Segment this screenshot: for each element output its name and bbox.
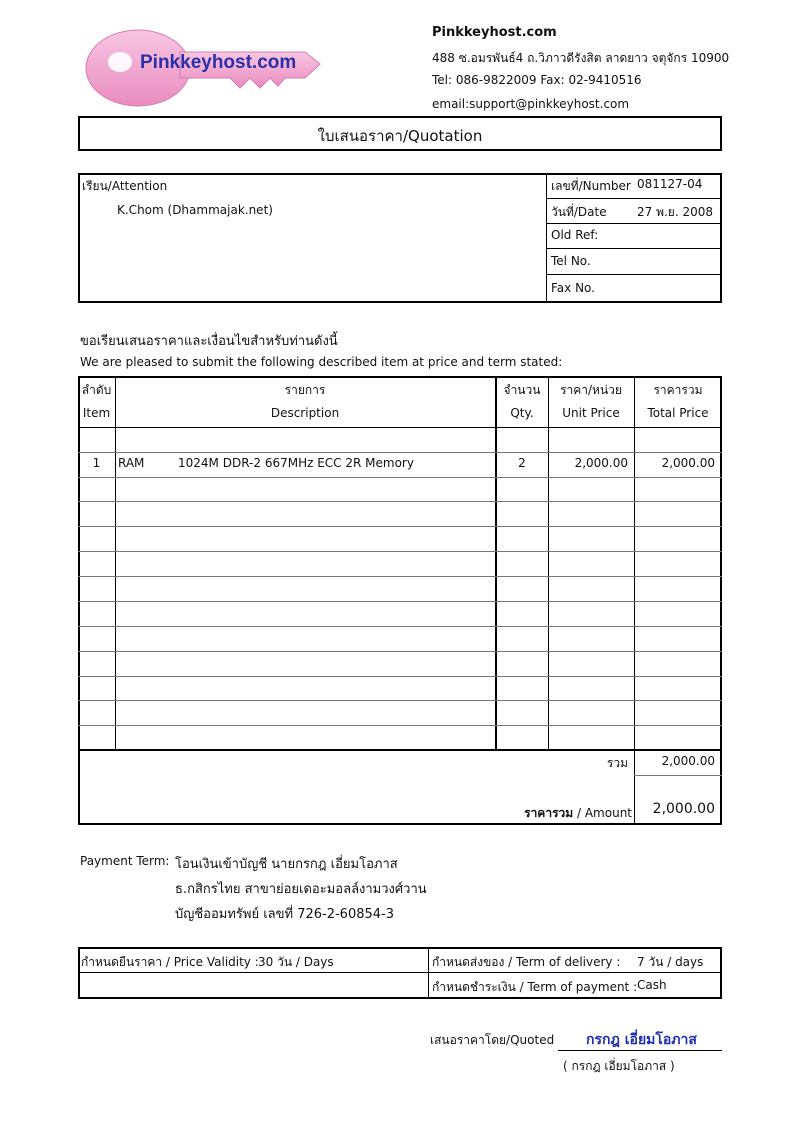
company-phone-fax: Tel: 086-9822009 Fax: 02-9410516 xyxy=(432,73,642,87)
header-unit-en: Unit Price xyxy=(562,406,620,420)
validity-value: 30 วัน / Days xyxy=(258,955,334,969)
signature-printed-name: ( กรกฎ เอี่ยมโอภาส ) xyxy=(563,1059,675,1073)
tel-label: Tel No. xyxy=(551,254,591,268)
header-qty-en: Qty. xyxy=(510,406,534,420)
header-qty-th: จำนวน xyxy=(503,383,541,397)
delivery-value: 7 วัน / days xyxy=(637,955,704,969)
row-qty: 2 xyxy=(518,456,526,470)
header-total-th: ราคารวม xyxy=(653,383,703,397)
row-type: RAM xyxy=(118,456,145,470)
delivery-label: กำหนดส่งของ / Term of delivery : xyxy=(432,955,621,969)
date-label: วันที่/Date xyxy=(551,205,607,219)
svg-text:Pinkkeyhost.com: Pinkkeyhost.com xyxy=(140,52,297,73)
subtotal-label: รวม xyxy=(606,756,628,770)
header-desc-th: รายการ xyxy=(284,383,326,397)
page-title: ใบเสนอราคา/Quotation xyxy=(317,127,483,145)
validity-label: กำหนดยืนราคา / Price Validity : xyxy=(81,955,259,969)
row-unit-price: 2,000.00 xyxy=(574,456,628,470)
fax-label: Fax No. xyxy=(551,281,595,295)
header-total-en: Total Price xyxy=(647,406,709,420)
signature-name: กรกฎ เอี่ยมโอภาส xyxy=(586,1032,697,1048)
payment-term-label: กำหนดชำระเงิน / Term of payment : xyxy=(432,980,638,994)
amount-label xyxy=(440,804,632,823)
attention-value: K.Chom (Dhammajak.net) xyxy=(117,203,273,217)
company-address: 488 ซ.อมรพันธ์4 ถ.วิภาวดีรังสิต ลาดยาว จตุจักร 10900 xyxy=(432,51,730,65)
payment-line1: โอนเงินเข้าบัญชี นายกรกฎ เอี่ยมโอภาส xyxy=(175,857,398,872)
payment-line2: ธ.กสิกรไทย สาขาย่อยเดอะมอลล์งามวงศ์วาน xyxy=(175,882,427,897)
row-description: 1024M DDR-2 667MHz ECC 2R Memory xyxy=(178,456,414,470)
date-value: 27 พ.ย. 2008 xyxy=(637,205,714,219)
amount-label-th: ราคารวม xyxy=(524,806,574,820)
intro-english: We are pleased to submit the following described item at price and term stated: xyxy=(80,355,563,369)
company-logo xyxy=(80,18,330,118)
header-desc-en: Description xyxy=(270,406,340,420)
number-value: 081127-04 xyxy=(637,177,703,191)
header-item-en: Item xyxy=(82,406,111,420)
quoted-by-label: เสนอราคาโดย/Quoted xyxy=(430,1033,555,1047)
payment-line3: บัญชีออมทรัพย์ เลขที่ 726-2-60854-3 xyxy=(175,907,394,922)
subtotal-value: 2,000.00 xyxy=(661,754,715,768)
payment-label: Payment Term: xyxy=(80,854,170,868)
number-label: เลขที่/Number xyxy=(551,179,631,193)
intro-thai: ขอเรียนเสนอราคาและเงื่อนไขสำหรับท่านดังนี้ xyxy=(80,334,338,349)
company-email: email:support@pinkkeyhost.com xyxy=(432,97,630,111)
attention-label: เรียน/Attention xyxy=(82,179,168,193)
amount-label-en: / Amount xyxy=(573,806,632,820)
row-total-price: 2,000.00 xyxy=(661,456,715,470)
company-name: Pinkkeyhost.com xyxy=(432,25,557,40)
payment-term-value: Cash xyxy=(637,978,667,992)
oldref-label: Old Ref: xyxy=(551,228,599,242)
header-unit-th: ราคา/หน่วย xyxy=(560,383,622,397)
row-item: 1 xyxy=(92,456,101,470)
header-item-th: ลำดับ xyxy=(81,383,112,397)
amount-value: 2,000.00 xyxy=(652,801,715,817)
